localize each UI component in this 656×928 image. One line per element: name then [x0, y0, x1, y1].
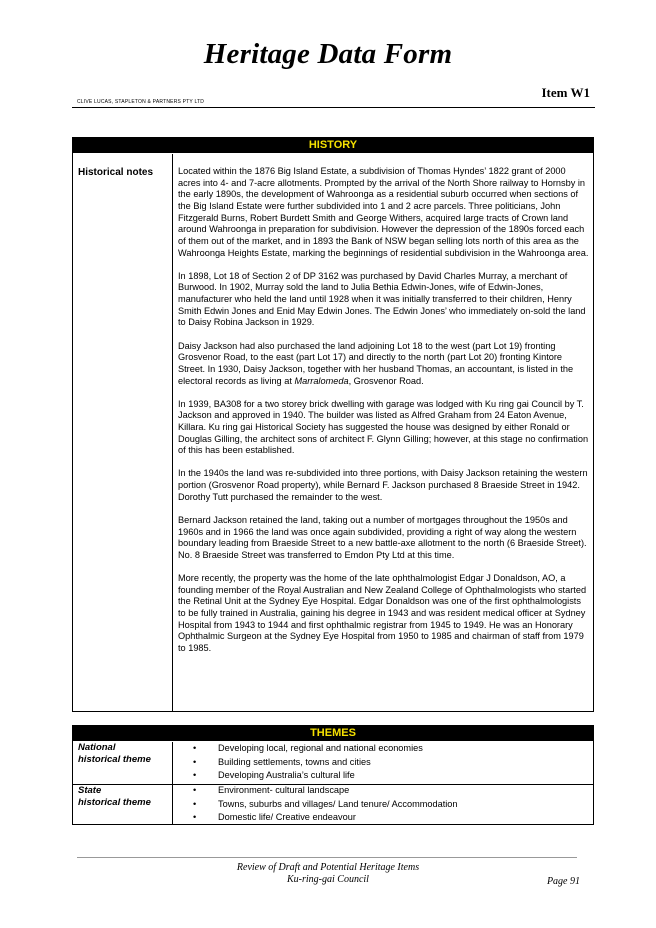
item-number: Item W1 [541, 85, 590, 100]
list-item: • Domestic life/ Creative endeavour [193, 811, 458, 825]
state-theme-label [78, 785, 170, 809]
list-item: • Developing Australia’s cultural life [193, 769, 423, 783]
list-item: • Building settlements, towns and cities [193, 756, 423, 770]
historical-notes-label: Historical notes [78, 167, 154, 178]
history-paragraph: More recently, the property was the home of the late ophthalmologist Edgar J Donaldson, AO, a founding member of the Royal Australian and New Zealand College of Ophthalmologists who started the Retinal Unit at the Sydney Eye Hospital. Edgar Donaldson was one of the first ophthalmologists to be fully trained in Australia, gaining his degree in 1943 and was resident medical officer at Sydney Hospital from 1943 to 1944 and first ophthalmic registrar from 1945 to 1949. He was an Honorary Ophthalmic Surgeon at the Sydney Eye Hospital from 1950 to 1985 and chairman of staff from 1979 to 1985. [178, 573, 587, 653]
themes-heading: THEMES [73, 726, 593, 741]
state-theme-label-line: historical theme [78, 797, 151, 808]
history-text-run: Daisy Jackson had also purchased the land adjoining Lot 18 to the west (part Lot 19) fronting Grosvenor Road, to the east (part Lot 17) and directly to the north (part Lot 20) fronting Kintore Street. In 1930, Daisy Jackson, together with her husband Thomas, an accountant, is listed in the electoral records as living at [178, 340, 574, 386]
history-text-run: , Grosvenor Road. [348, 375, 424, 386]
footer-report-title: Review of Draft and Potential Heritage Items [236, 862, 420, 873]
history-paragraph: In 1898, Lot 18 of Section 2 of DP 3162 was purchased by David Charles Murray, a merchant of Burwood. In 1902, Murray sold the land to Julia Bethia Edwin-Jones, wife of Edwin-Jones, manufacturer who held the land until 1928 when it was initially transferred to their children, Henry Smith Edwin Jones and Enid May Edwin Jones. The Edwin Jones’ who immediately on-sold the land to Daisy Robina Jackson in 1929. [178, 270, 586, 328]
national-theme-label [78, 742, 170, 766]
footer-divider [77, 857, 577, 858]
themes-column-divider [172, 742, 173, 824]
history-heading: HISTORY [73, 138, 593, 153]
page-title: Heritage Data Form [203, 38, 453, 70]
national-theme-label-line: National [78, 742, 116, 753]
state-theme-label-line: State [78, 785, 102, 796]
list-item: • Towns, suburbs and villages/ Land tenure/ Accommodation [193, 798, 458, 812]
historical-notes-text [178, 166, 590, 655]
history-paragraph [178, 341, 590, 388]
history-section [72, 137, 594, 712]
footer-council-name: Ku-ring-gai Council [287, 874, 369, 885]
state-theme-list [193, 784, 458, 825]
house-name: Marralomeda [294, 375, 349, 386]
firm-name: CLIVE LUCAS, STAPLETON & PARTNERS PTY LTD [77, 99, 205, 105]
history-paragraph: Bernard Jackson retained the land, taking out a number of mortgages throughout the 1950s and 1960s and in 1966 the land was once again subdivided, providing a right of way along the western boundary leading from Braeside Street to a new battle-axe allotment to the north (6 Braeside Street). No. 8 Braeside Street was transferred to Emdon Pty Ltd at this time. [178, 514, 587, 560]
page-number: Page 91 [546, 876, 580, 887]
themes-section [72, 725, 594, 825]
national-theme-label-line: historical theme [78, 754, 151, 765]
history-paragraph: In 1939, BA308 for a two storey brick dwelling with garage was lodged with Ku ring gai Council by T. Jackson and approved in 1940. The builder was listed as Alfred Graham from 24 Eaton Avenue, Killara. Ku ring gai Historical Society has suggested the house was designed by either Ronald or Douglas Gilling, the architect sons of architect F. Glynn Gilling; however, at this stage no confirmation of this has been established. [178, 398, 589, 456]
history-paragraph: In the 1940s the land was re-subdivided into three portions, with Daisy Jackson retaining the western portion (Grosvenor Road property), while Bernard F. Jackson purchased 8 Braeside Street in 1942. Dorothy Tutt purchased the remainder to the west. [178, 468, 588, 502]
header-divider [72, 107, 595, 108]
list-item: • Developing local, regional and national economies [193, 742, 423, 756]
national-theme-list [193, 742, 423, 783]
history-column-divider [172, 154, 173, 711]
history-paragraph: Located within the 1876 Big Island Estate, a subdivision of Thomas Hyndes’ 1822 grant of 2000 acres into 4- and 7-acre allotments. Prompted by the arrival of the North Shore railway to Hornsby in the early 1890s, the development of Wahroonga as a residential suburb occurred when sections of the Big Island Estate were further subdivided into 1 and 2 acre parcels. Three politicians, John Fitzgerald Burns, Robert Burdett Smith and George Withers, acquired large tracts of Crown land around Wahroonga in preparation for subdivision. However the depression of the 1890s forced each of them out of the market, and in 1893 the Bank of NSW began selling lots north of this area as the Wahroonga Heights Estate, marking the beginnings of residential subdivision in the Wahroonga area. [178, 166, 589, 258]
list-item: • Environment- cultural landscape [193, 784, 458, 798]
